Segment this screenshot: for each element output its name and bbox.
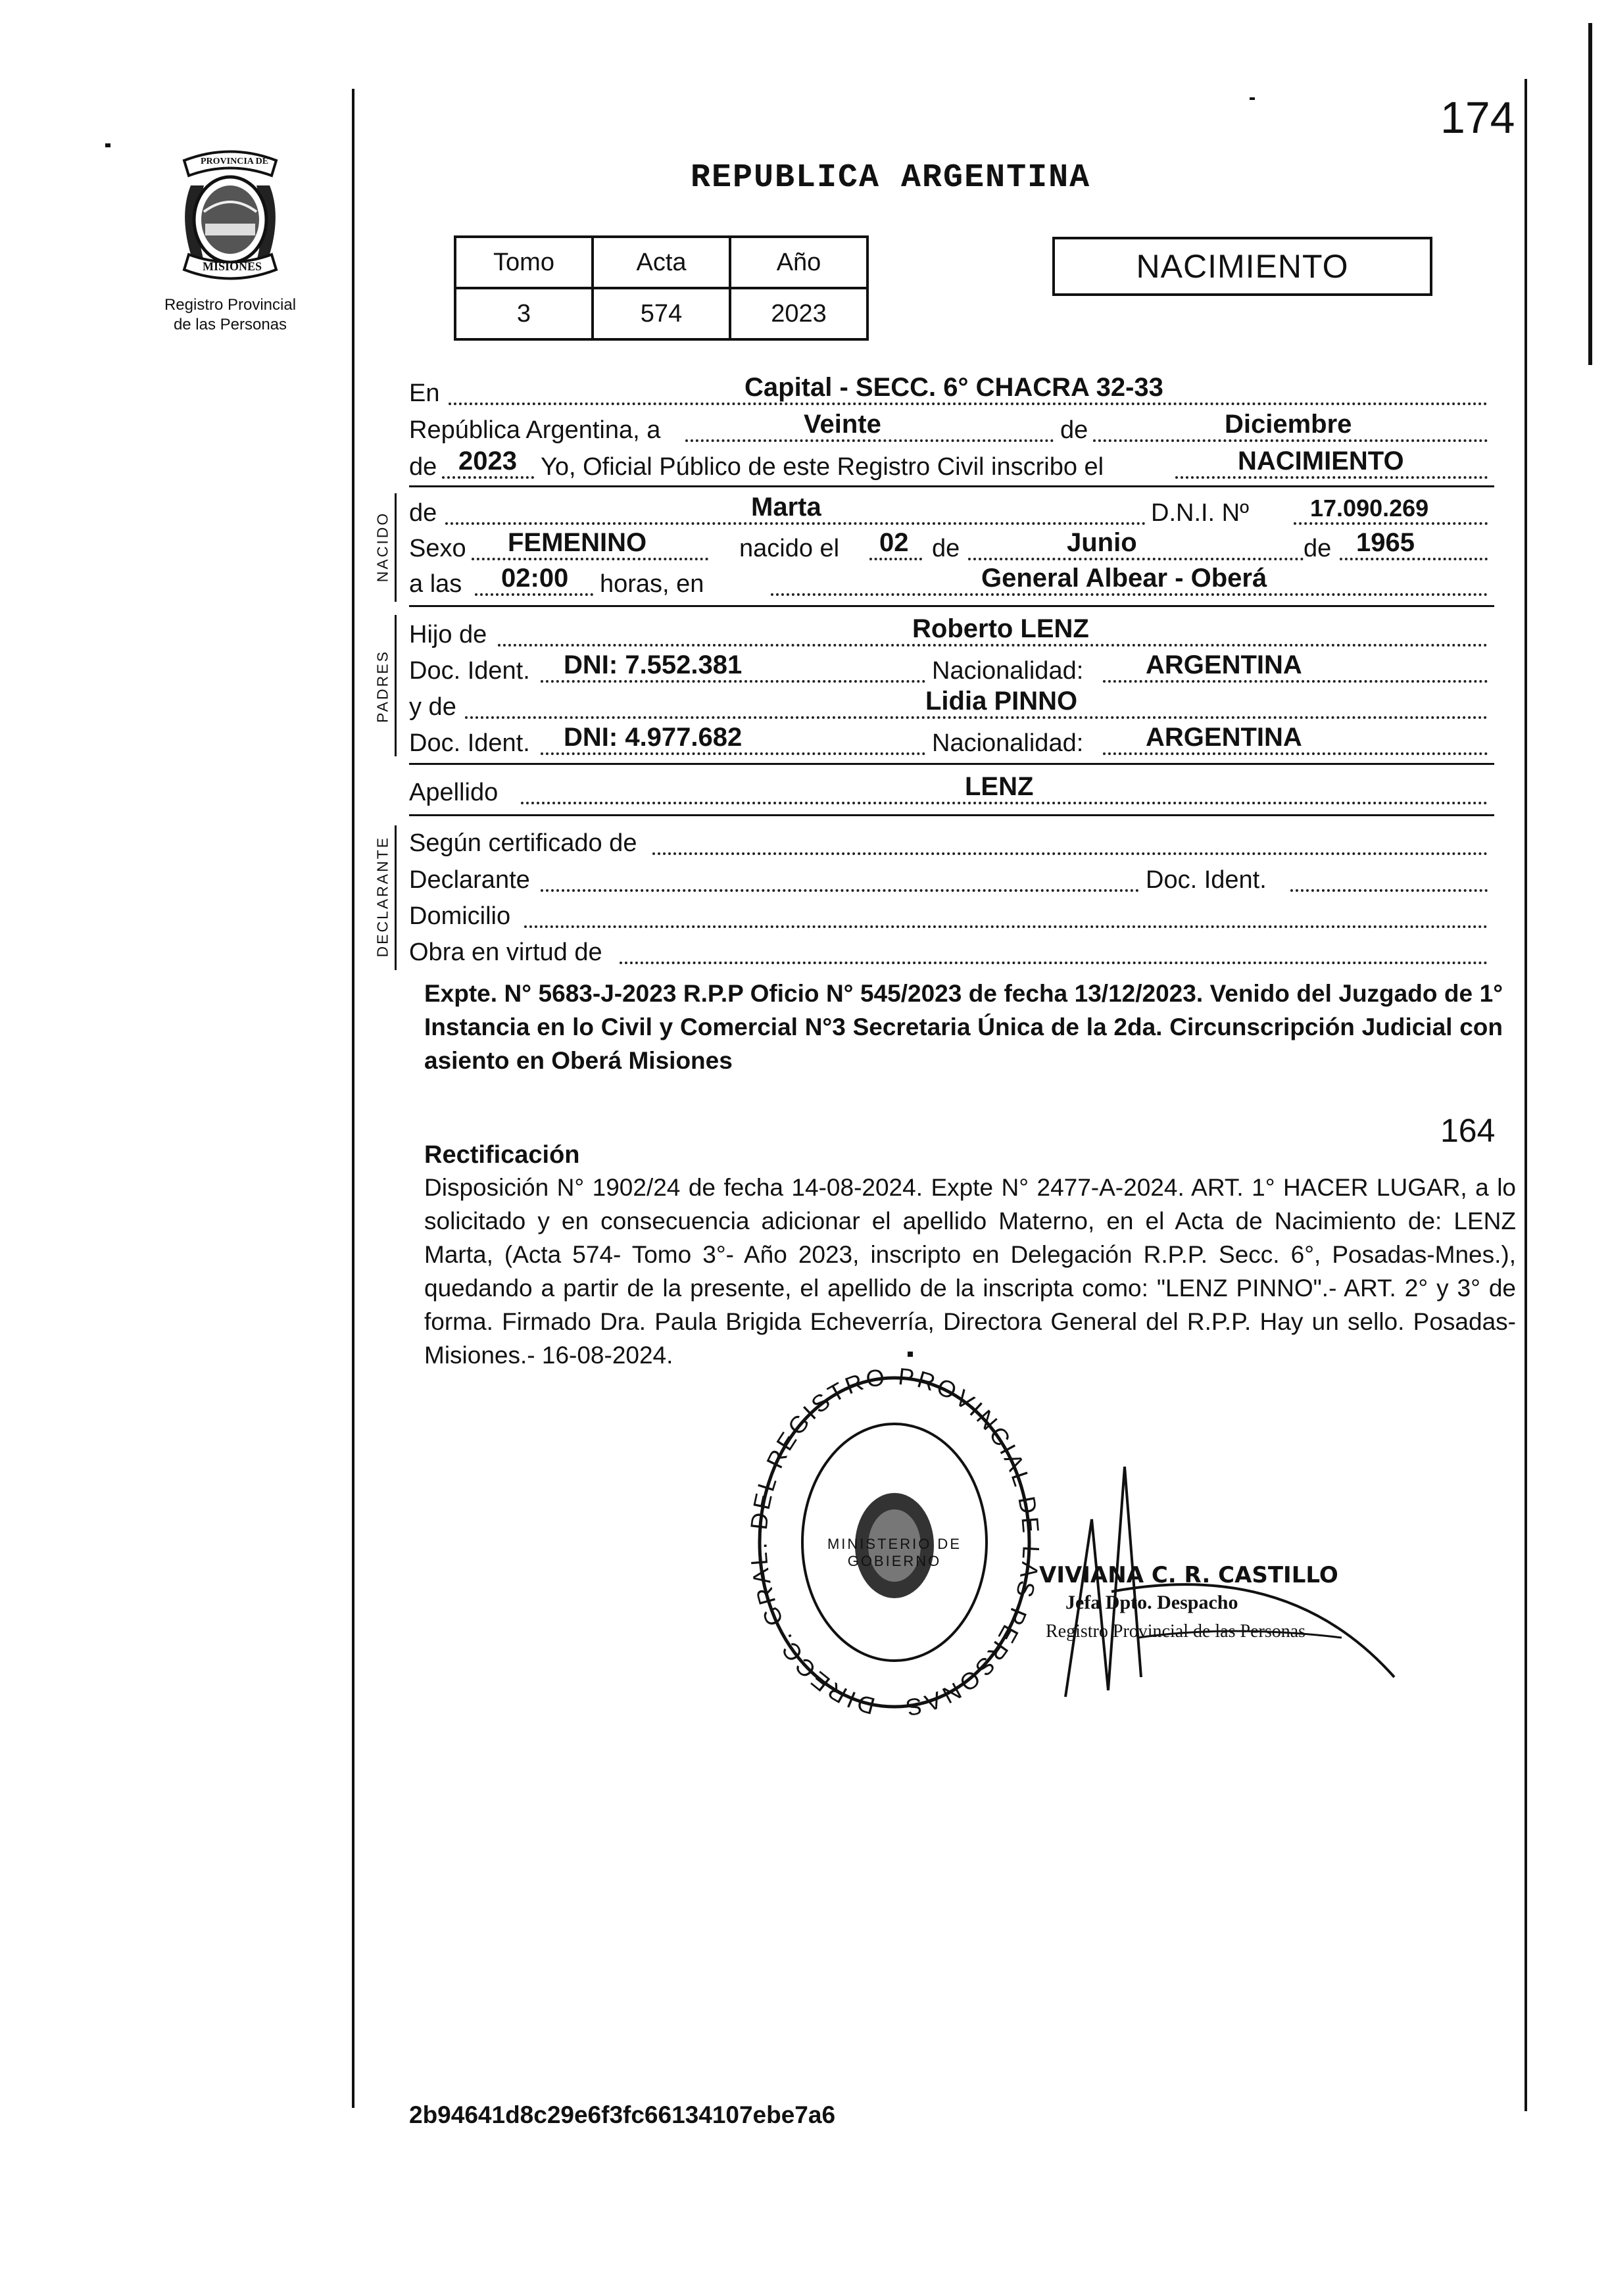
label-nacido: nacido el xyxy=(739,535,840,562)
label-en: En xyxy=(409,379,440,407)
row-domicilio xyxy=(409,896,1494,935)
label-obra: Obra en virtud de xyxy=(409,939,602,966)
record-header-tomo: Tomo xyxy=(455,237,593,288)
logo-text-bottom: MISIONES xyxy=(203,260,262,273)
value-hora: 02:00 xyxy=(501,564,569,593)
value-madre-doc: DNI: 4.977.682 xyxy=(564,723,743,752)
row-padre-doc xyxy=(409,651,1494,689)
record-header-anio: Año xyxy=(730,237,867,288)
row-certificado xyxy=(409,823,1494,862)
divider-4 xyxy=(409,814,1494,816)
row-declarante xyxy=(409,860,1494,898)
value-anio-registro: 2023 xyxy=(458,447,517,476)
value-nombre: Marta xyxy=(751,493,821,522)
rectificacion-title: Rectificación xyxy=(424,1141,580,1169)
signatory-title: Jefa Dpto. Despacho xyxy=(1065,1592,1238,1613)
stamp-ring-text: DIRECC. GR EL REGISTRO PROVINCIAL S PERSONAS xyxy=(750,1368,1039,1717)
document-title: REPUBLICA ARGENTINA xyxy=(691,159,1091,197)
left-margin-line xyxy=(352,89,354,2108)
value-mes-nac: Junio xyxy=(1067,528,1137,557)
row-madre xyxy=(409,687,1494,725)
right-edge-line xyxy=(1588,23,1592,365)
value-padre-nac: ARGENTINA xyxy=(1146,650,1302,679)
label-dni: D.N.I. Nº xyxy=(1151,499,1249,527)
rectificacion-number: 164 xyxy=(1440,1112,1496,1149)
label-horas-en: horas, en xyxy=(600,570,704,598)
nacido-bracket xyxy=(395,493,397,602)
value-apellido: LENZ xyxy=(965,772,1034,801)
label-oficial: Yo, Oficial Público de este Registro Civil inscribo el xyxy=(541,453,1104,481)
label-a-las: a las xyxy=(409,570,462,598)
right-margin-line xyxy=(1525,79,1527,2111)
document-hash: 2b94641d8c29e6f3fc66134107ebe7a6 xyxy=(409,2101,836,2128)
label-de-nombre: de xyxy=(409,499,437,527)
rectificacion-text: Disposición N° 1902/24 de fecha 14-08-2024. Expte N° 2477-A-2024. ART. 1° HACER LUGAR, a lo solicitado y en consecuencia adicionar el apellido Materno, en el Acta de Nacimiento de: LENZ Marta, (Acta 574- Tomo 3°- Año 2023, inscripto en Delegación R.P.P. Secc. 6°, Posadas-Mnes.), quedando a partir de la presente, el apellido de la inscripta como: "LENZ PINNO".- ART. 2° y 3° de forma. Firmado Dra. Paula Brigida Echeverría, Directora General del R.P.P. Hay un sello. Posadas- Misiones.- 16-08-2024. xyxy=(424,1174,1516,1369)
row-obra xyxy=(409,933,1494,971)
record-value-acta: 574 xyxy=(593,288,730,339)
label-apellido: Apellido xyxy=(409,779,499,806)
registry-line-1: Registro Provincial xyxy=(164,296,297,314)
value-anio-nac: 1965 xyxy=(1356,528,1415,557)
record-table xyxy=(454,235,869,341)
declarante-bracket xyxy=(395,825,397,970)
row-padre xyxy=(409,615,1494,653)
value-dia-registro: Veinte xyxy=(804,410,881,439)
record-value-anio: 2023 xyxy=(730,288,867,339)
label-sexo: Sexo xyxy=(409,535,466,562)
record-type-box: NACIMIENTO xyxy=(1052,237,1432,296)
row-sexo xyxy=(409,529,1494,567)
row-madre-doc xyxy=(409,723,1494,762)
signatory-name: VIVIANA C. R. CASTILLO xyxy=(1039,1562,1338,1588)
speck xyxy=(1250,97,1255,100)
value-tipo-inscripcion: NACIMIENTO xyxy=(1238,447,1404,476)
logo-text-top: PROVINCIA DE xyxy=(201,157,269,166)
label-de: de xyxy=(1060,416,1088,444)
value-lugar-nac: General Albear - Oberá xyxy=(981,564,1267,593)
signatory-org: Registro Provincial de las Personas xyxy=(1046,1621,1306,1642)
value-dni: 17.090.269 xyxy=(1310,495,1429,522)
row-apellido xyxy=(409,773,1494,811)
row-fecha-registro xyxy=(409,410,1494,449)
divider-2 xyxy=(409,605,1494,607)
value-madre-nac: ARGENTINA xyxy=(1146,723,1302,752)
row-hora xyxy=(409,564,1494,602)
record-value-tomo: 3 xyxy=(455,288,593,339)
value-padre-doc: DNI: 7.552.381 xyxy=(564,650,743,679)
label-decl-doc: Doc. Ident. xyxy=(1146,866,1267,894)
row-lugar xyxy=(409,374,1494,412)
divider-1 xyxy=(409,485,1494,487)
divider-3 xyxy=(409,763,1494,765)
label-nacionalidad-2: Nacionalidad: xyxy=(932,729,1084,757)
row-anio-registro xyxy=(409,447,1494,485)
registry-line-2: de las Personas xyxy=(173,316,287,333)
label-hijo: Hijo de xyxy=(409,621,487,648)
label-republica: República Argentina, a xyxy=(409,416,661,444)
section-nacido: NACIDO xyxy=(374,511,391,583)
value-lugar: Capital - SECC. 6° CHACRA 32-33 xyxy=(744,373,1163,402)
record-header-acta: Acta xyxy=(593,237,730,288)
label-y-de: y de xyxy=(409,693,456,721)
section-padres: PADRES xyxy=(374,650,391,723)
label-declarante: Declarante xyxy=(409,866,530,894)
stamp-inner-text: MINISTERIO DE GOBIERNO xyxy=(827,1536,962,1569)
value-padre: Roberto LENZ xyxy=(912,614,1089,643)
speck xyxy=(105,143,110,147)
label-de-mes: de xyxy=(932,535,960,562)
label-certificado: Según certificado de xyxy=(409,829,637,857)
page-number: 174 xyxy=(1440,93,1515,143)
label-doc-2: Doc. Ident. xyxy=(409,729,530,757)
value-madre: Lidia PINNO xyxy=(925,687,1078,716)
expediente-note: Expte. N° 5683-J-2023 R.P.P Oficio N° 545/2023 de fecha 13/12/2023. Venido del Juzgado de 1° Instancia en lo Civil y Comercial N°3 Secretaria Única de la 2da. Circunscripción Judicial con asiento en Oberá Misiones xyxy=(424,980,1503,1074)
label-nacionalidad: Nacionalidad: xyxy=(932,657,1084,685)
label-de-2: de xyxy=(409,453,437,481)
label-domicilio: Domicilio xyxy=(409,902,511,930)
value-dia-nac: 02 xyxy=(879,528,909,557)
label-de-anio: de xyxy=(1304,535,1332,562)
value-sexo: FEMENINO xyxy=(508,528,647,557)
row-nombre xyxy=(409,493,1494,531)
padres-bracket xyxy=(395,615,397,756)
speck xyxy=(908,1352,913,1357)
value-mes-registro: Diciembre xyxy=(1225,410,1352,439)
section-declarante: DECLARANTE xyxy=(374,835,391,958)
label-doc: Doc. Ident. xyxy=(409,657,530,685)
